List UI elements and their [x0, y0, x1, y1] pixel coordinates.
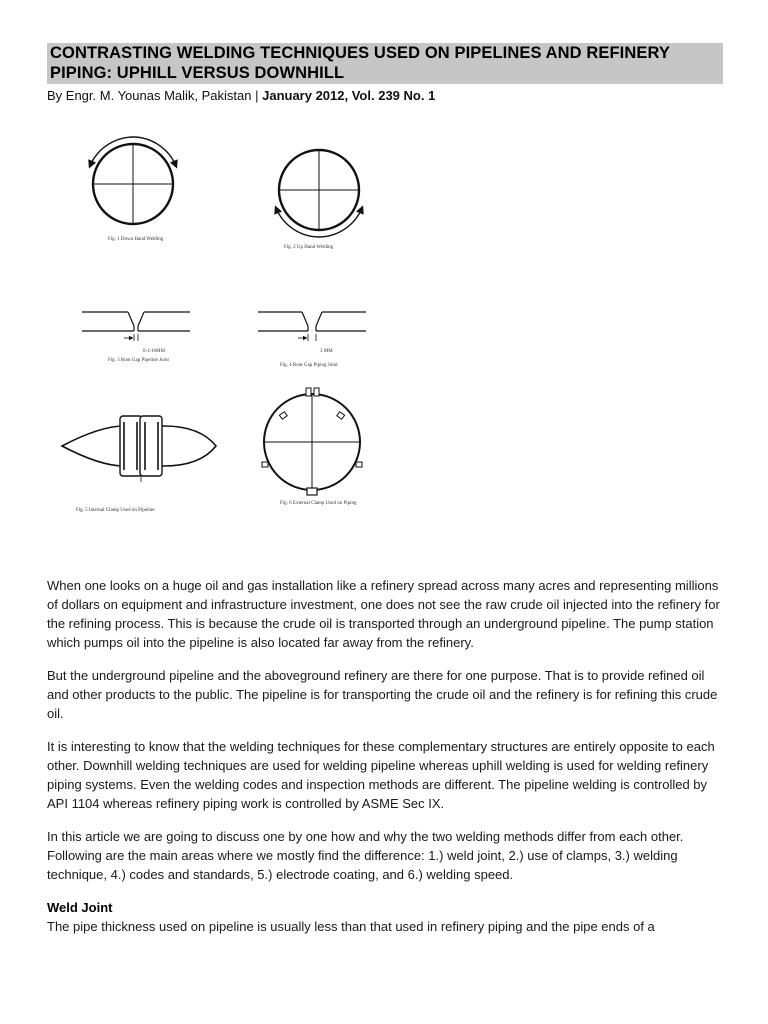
fig6-external-clamp-diagram [262, 388, 362, 506]
fig6-caption: Fig. 6 External Clamp Used on Piping [280, 501, 357, 506]
article-title: CONTRASTING WELDING TECHNIQUES USED ON PIPELINES AND REFINERY PIPING: UPHILL VERSUS DOWNHILL [50, 44, 670, 82]
title-banner [47, 43, 723, 84]
fig3-pipeline-joint-diagram [82, 312, 190, 363]
figure-drawing [40, 130, 412, 560]
paragraph-4: In this article we are going to discuss one by one how and why the two welding methods differ from each other. Following are the main areas where we mostly find the difference: 1.) weld joint, 2.) use of clamps, 3.) welding technique, 4.) codes and standards, 5.) electrode coating, and 6.) welding speed. [47, 829, 684, 882]
fig2-uphand-diagram [276, 150, 362, 250]
fig4-caption: Fig. 4 Root Gap Piping Joint [280, 363, 338, 368]
fig1-caption: Fig. 1 Down Hand Welding [108, 237, 164, 242]
byline-issue: January 2012, Vol. 239 No. 1 [262, 88, 436, 103]
fig3-caption: Fig. 3 Root Gap Pipeline Joint [108, 358, 169, 363]
byline-author: By Engr. M. Younas Malik, Pakistan | [47, 88, 263, 103]
fig5-caption: Fig. 5 Internal Clamp Used on Pipeline [76, 508, 155, 513]
fig1-downhand-diagram [90, 137, 176, 242]
article-body [47, 576, 727, 950]
paragraph-2: But the underground pipeline and the aboveground refinery are there for one purpose. That is to provide refined oil and other products to the public. The pipeline is for transporting the crude oil and the refinery is for refining this crude oil. [47, 668, 718, 721]
fig4-piping-joint-diagram [258, 312, 366, 368]
fig5-internal-clamp-diagram [62, 416, 216, 513]
byline [47, 88, 435, 104]
fig3-gap-label: 0-1/16MM [143, 349, 165, 354]
paragraph-3: It is interesting to know that the welding techniques for these complementary structures are entirely opposite to each other. Downhill welding techniques are used for welding pipeline whereas uphill welding is used for welding refinery piping systems. Even the welding codes and inspection methods are different. The pipeline welding is controlled by API 1104 whereas refinery piping work is controlled by ASME Sec IX. [47, 739, 715, 811]
section-paragraph: The pipe thickness used on pipeline is usually less than that used in refinery piping and the pipe ends of a [47, 919, 655, 934]
welding-figures [40, 130, 412, 560]
paragraph-1: When one looks on a huge oil and gas installation like a refinery spread across many acres and representing millions of dollars on equipment and infrastructure investment, one does not see the raw crude oil injected into the refinery for the refining process. This is because the crude oil is transported through an underground pipeline. The pump station which pumps oil into the pipeline is also located far away from the refinery. [47, 578, 720, 650]
fig4-gap-label: 3 MM [320, 349, 333, 354]
fig2-caption: Fig. 2 Up Hand Welding [284, 245, 334, 250]
section-heading: Weld Joint [47, 900, 113, 915]
